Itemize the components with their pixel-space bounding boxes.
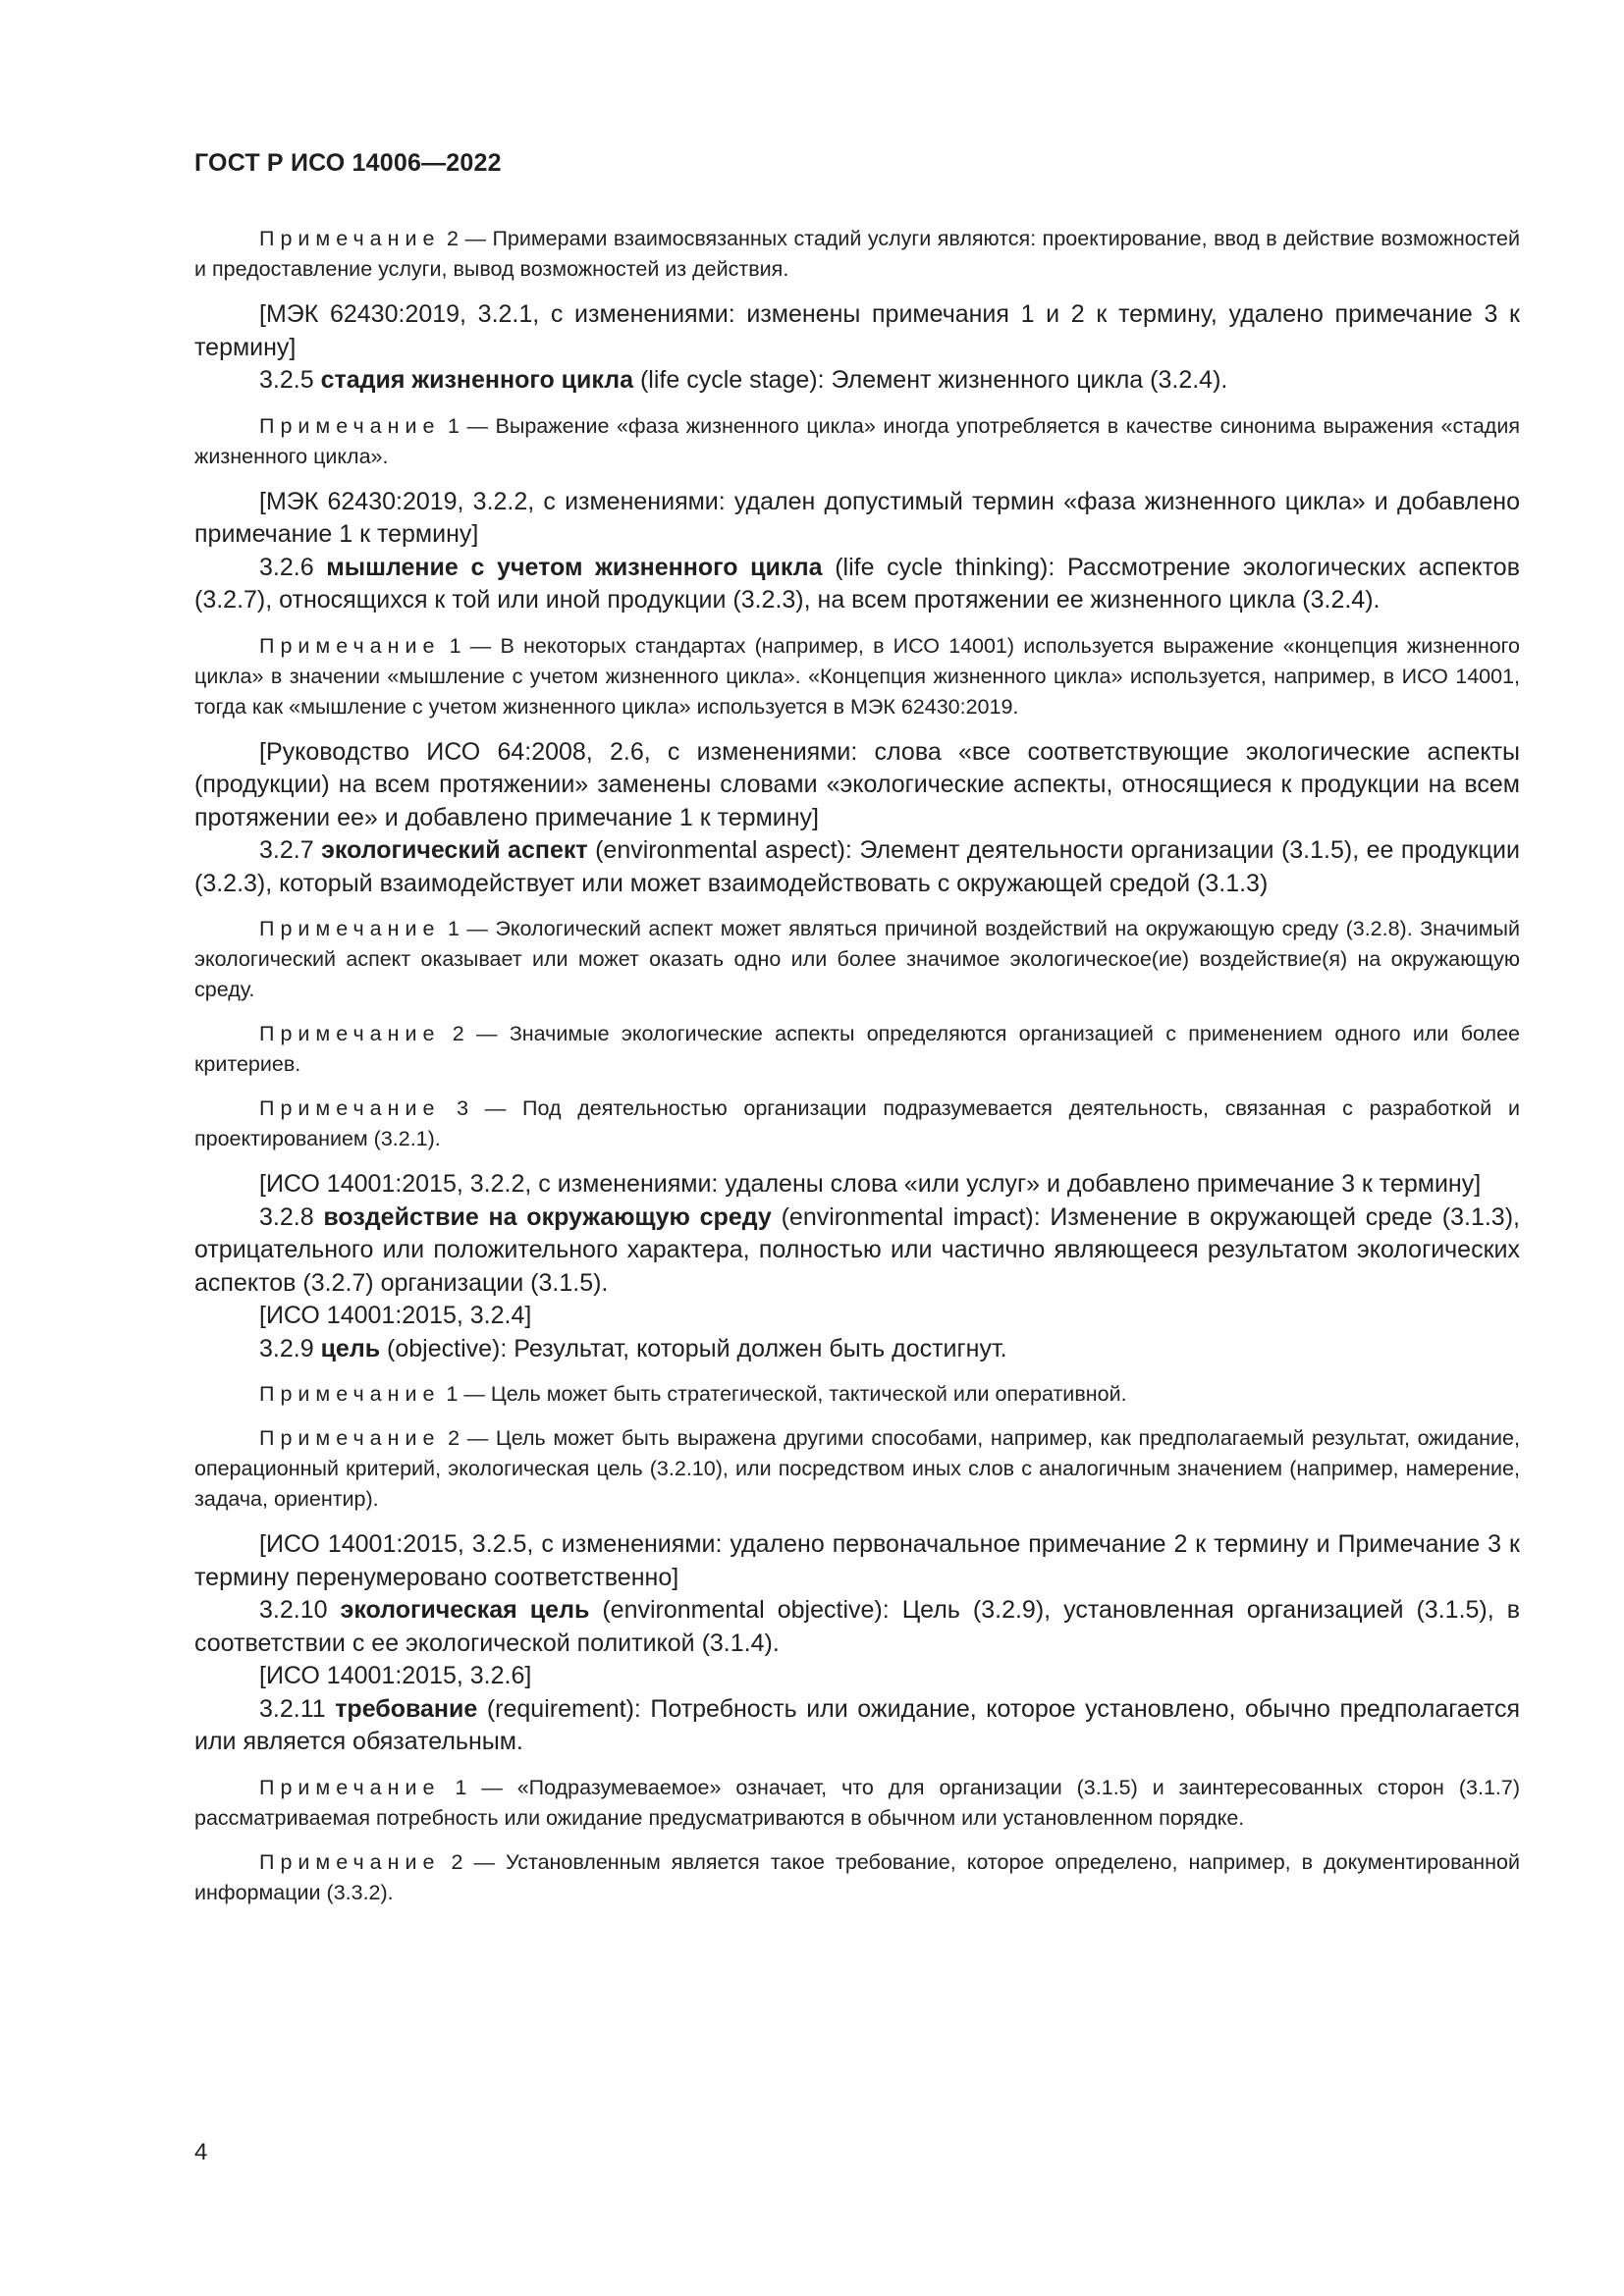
- note-label: Примечание: [259, 1022, 441, 1045]
- term-name: экологическая цель: [340, 1596, 590, 1624]
- document-body: [194, 224, 1520, 1922]
- source-reference: [194, 1660, 1520, 1693]
- source-reference: [194, 1168, 1520, 1201]
- term-definition-text: (environmental objective): Цель (3.2.9), установленная организацией (3.1.5), в соответствии с ее экологической политикой (3.1.4).: [194, 1596, 1520, 1657]
- note-label: Примечание: [259, 917, 441, 940]
- note-paragraph: [194, 631, 1520, 722]
- reference-text: [ИСО 14001:2015, 3.2.4]: [259, 1302, 532, 1329]
- term-number: 3.2.5: [259, 366, 321, 394]
- source-reference: [194, 486, 1520, 552]
- reference-text: [Руководство ИСО 64:2008, 2.6, с изменениями: слова «все соответствующие экологические аспекты (продукции) на всем протяжении» заменены словами «экологические аспекты, относящиеся к продукции на всем протяжении ее» и добавлено примечание 1 к термину]: [194, 737, 1520, 831]
- term-number: 3.2.11: [259, 1694, 336, 1723]
- term-definition-text: (objective): Результат, который должен быть достигнут.: [380, 1334, 1007, 1362]
- reference-text: [ИСО 14001:2015, 3.2.2, с изменениями: удалены слова «или услуг» и добавлено примечание 3 к термину]: [259, 1170, 1482, 1198]
- note-text: 2 — Установленным является такое требование, которое определено, например, в документированной информации (3.3.2).: [194, 1849, 1520, 1904]
- note-text: 2 — Значимые экологические аспекты определяются организацией с применением одного или более критериев.: [194, 1022, 1520, 1076]
- note-text: 2 — Цель может быть выражена другими способами, например, как предполагаемый результат, ожидание, операционный критерий, экологическая цель (3.2.10), или посредством иных слов с аналогичным значением (например, намерение, задача, ориентир).: [194, 1426, 1520, 1511]
- term-name: цель: [320, 1334, 381, 1362]
- source-reference: [194, 1528, 1520, 1594]
- page-number: 4: [194, 2139, 208, 2165]
- note-paragraph: [194, 411, 1520, 472]
- note-paragraph: [194, 1847, 1520, 1908]
- note-label: Примечание: [259, 1096, 441, 1120]
- note-label: Примечание: [259, 1382, 441, 1406]
- term-number: 3.2.8: [259, 1202, 324, 1231]
- term-definition: [194, 1333, 1520, 1366]
- note-label: Примечание: [259, 1849, 441, 1874]
- note-label: Примечание: [259, 1775, 441, 1799]
- term-definition-text: (requirement): Потребность или ожидание, которое установлено, обычно предполагается или является обязательным.: [194, 1694, 1520, 1755]
- note-text: 2 — Примерами взаимосвязанных стадий услуги являются: проектирование, ввод в действие возможностей и предоставление услуги, вывод возможностей из действия.: [194, 227, 1520, 281]
- term-name: экологический аспект: [321, 836, 588, 864]
- note-paragraph: [194, 1423, 1520, 1515]
- note-paragraph: [194, 1773, 1520, 1834]
- term-definition: [194, 1693, 1520, 1759]
- term-definition: [194, 364, 1520, 398]
- term-number: 3.2.7: [259, 836, 322, 864]
- term-definition-text: (environmental impact): Изменение в окружающей среде (3.1.3), отрицательного или положительного характера, полностью или частично являющееся результатом экологических аспектов (3.2.7) организации (3.1.5).: [194, 1202, 1520, 1297]
- term-name: стадия жизненного цикла: [320, 366, 634, 394]
- term-number: 3.2.10: [259, 1596, 341, 1624]
- document-header: ГОСТ Р ИСО 14006—2022: [194, 149, 502, 177]
- term-definition-text: (environmental aspect): Элемент деятельности организации (3.1.5), ее продукции (3.2.3), который взаимодействует или может взаимодействовать с окружающей средой (3.1.3): [194, 836, 1520, 897]
- term-definition: [194, 1594, 1520, 1660]
- note-label: Примечание: [259, 227, 441, 250]
- term-definition: [194, 552, 1520, 617]
- note-paragraph: [194, 1094, 1520, 1154]
- note-paragraph: [194, 914, 1520, 1005]
- note-label: Примечание: [259, 1426, 441, 1450]
- term-definition-text: (life cycle thinking): Рассмотрение экологических аспектов (3.2.7), относящихся к той или иной продукции (3.2.3), на всем протяжении ее жизненного цикла (3.2.4).: [194, 553, 1520, 614]
- note-text: 3 — Под деятельностью организации подразумевается деятельность, связанная с разработкой и проектированием (3.2.1).: [194, 1096, 1520, 1150]
- reference-text: [МЭК 62430:2019, 3.2.1, с изменениями: изменены примечания 1 и 2 к термину, удалено примечание 3 к термину]: [194, 300, 1520, 361]
- note-label: Примечание: [259, 413, 441, 438]
- note-label: Примечание: [259, 633, 441, 658]
- term-name: требование: [335, 1694, 478, 1723]
- note-text: 1 — Экологический аспект может являться причиной воздействий на окружающую среду (3.2.8). Значимый экологический аспект оказывает или может оказать одно или более значимое экологическое(ие) воздействие(я) на окружающую среду.: [194, 917, 1520, 1001]
- note-text: 1 — В некоторых стандартах (например, в ИСО 14001) используется выражение «концепция жизненного цикла» в значении «мышление с учетом жизненного цикла». «Концепция жизненного цикла» используется, например, в ИСО 14001, тогда как «мышление с учетом жизненного цикла» используется в МЭК 62430:2019.: [194, 633, 1520, 719]
- term-number: 3.2.6: [259, 553, 327, 581]
- term-definition: [194, 834, 1520, 900]
- note-text: 1 — «Подразумеваемое» означает, что для организации (3.1.5) и заинтересованных сторон (3.1.7) рассматриваемая потребность или ожидание предусматриваются в обычном или установленном порядке.: [194, 1775, 1520, 1830]
- source-reference: [194, 736, 1520, 835]
- note-text: 1 — Цель может быть стратегической, тактической или оперативной.: [440, 1382, 1127, 1406]
- reference-text: [ИСО 14001:2015, 3.2.6]: [259, 1662, 532, 1689]
- note-paragraph: [194, 1019, 1520, 1080]
- term-definition: [194, 1201, 1520, 1301]
- term-definition-text: (life cycle stage): Элемент жизненного цикла (3.2.4).: [633, 366, 1228, 394]
- term-name: мышление с учетом жизненного цикла: [326, 553, 823, 581]
- note-paragraph: [194, 1379, 1520, 1410]
- term-number: 3.2.9: [259, 1334, 321, 1362]
- source-reference: [194, 1300, 1520, 1333]
- source-reference: [194, 298, 1520, 364]
- reference-text: [ИСО 14001:2015, 3.2.5, с изменениями: удалено первоначальное примечание 2 к термину и Примечание 3 к термину перенумеровано соответственно]: [194, 1530, 1520, 1591]
- note-paragraph: [194, 224, 1520, 285]
- reference-text: [МЭК 62430:2019, 3.2.2, с изменениями: удален допустимый термин «фаза жизненного цикла» и добавлено примечание 1 к термину]: [194, 487, 1520, 548]
- note-text: 1 — Выражение «фаза жизненного цикла» иногда употребляется в качестве синонима выражения «стадия жизненного цикла».: [194, 413, 1520, 468]
- term-name: воздействие на окружающую среду: [323, 1202, 772, 1231]
